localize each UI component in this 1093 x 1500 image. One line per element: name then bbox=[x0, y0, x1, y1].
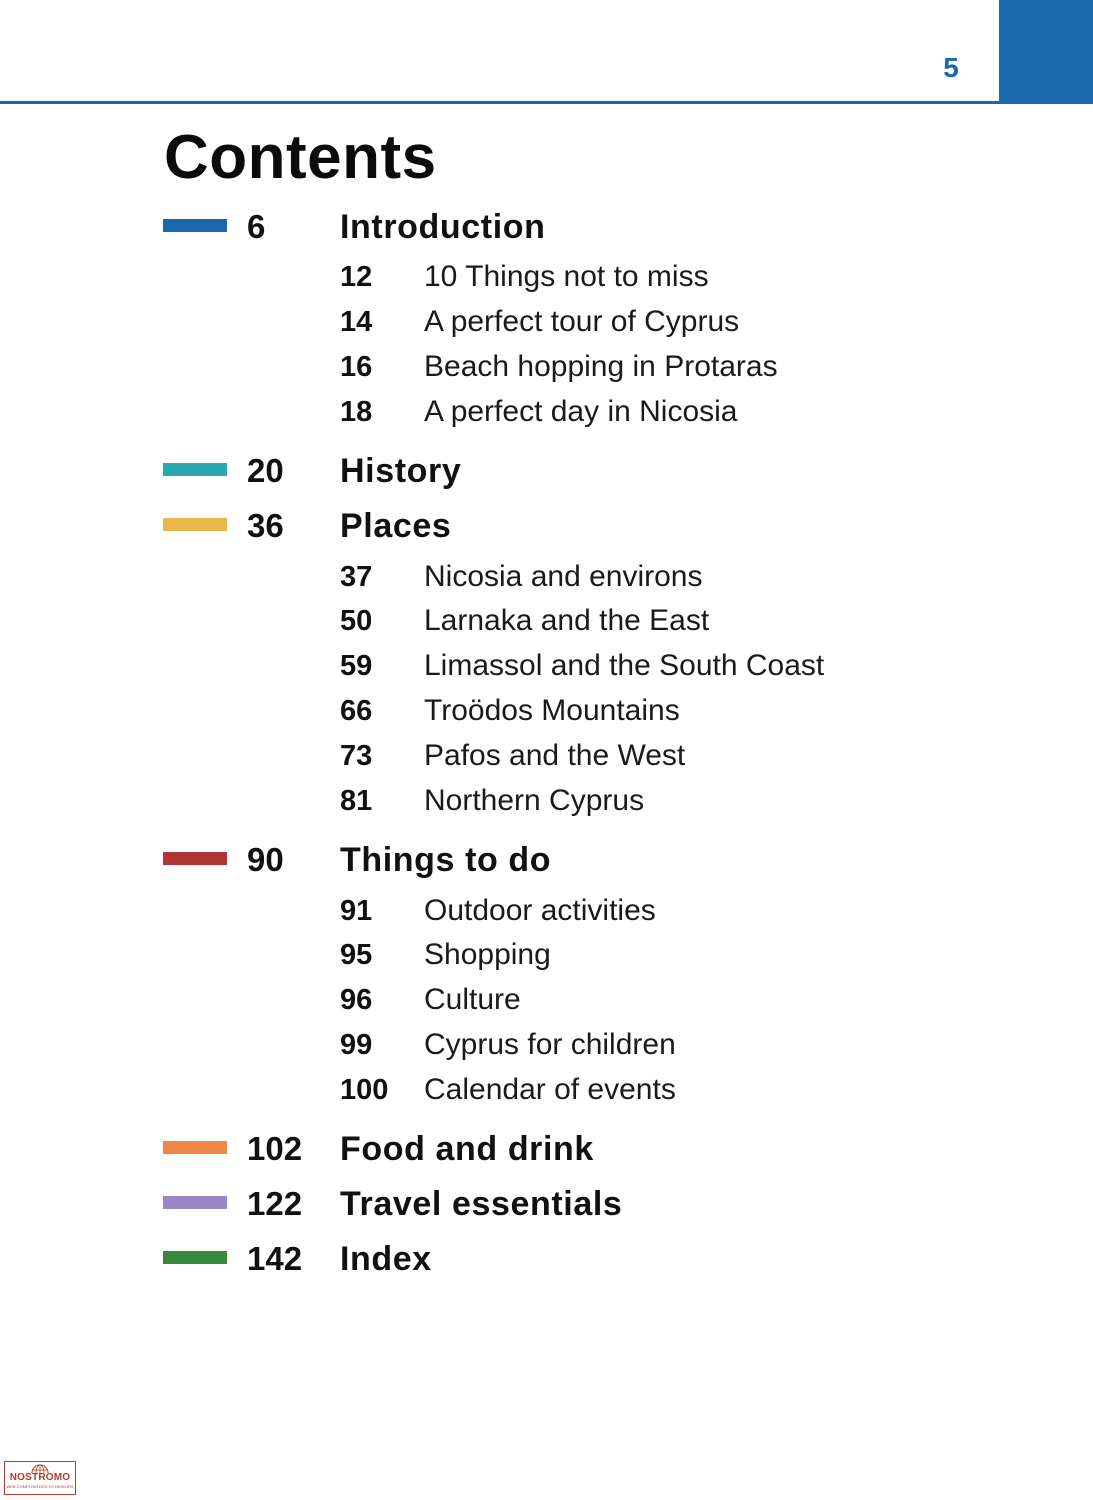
entry-title: Culture bbox=[424, 983, 521, 1016]
section-color-bar bbox=[163, 1196, 227, 1209]
header-color-tab bbox=[999, 0, 1093, 104]
entry-page-number: 18 bbox=[340, 396, 373, 428]
entry-title: Troödos Mountains bbox=[424, 694, 680, 727]
entry-page-number: 50 bbox=[340, 605, 373, 637]
entry-title: Limassol and the South Coast bbox=[424, 649, 825, 682]
entry-title: Nicosia and environs bbox=[424, 560, 703, 593]
entry-page-number: 91 bbox=[340, 895, 373, 927]
section-title: Introduction bbox=[340, 208, 546, 246]
section-page-number: 36 bbox=[247, 507, 284, 544]
entry-page-number: 37 bbox=[340, 561, 373, 593]
entry-page-number: 14 bbox=[340, 306, 373, 338]
section-page-number: 142 bbox=[247, 1240, 303, 1277]
toc-entry[interactable] bbox=[0, 692, 1093, 730]
entry-page-number: 66 bbox=[340, 695, 373, 727]
entry-title: 10 Things not to miss bbox=[424, 260, 709, 293]
toc-entry[interactable] bbox=[0, 782, 1093, 820]
section-page-number: 90 bbox=[247, 841, 284, 878]
globe-icon bbox=[31, 1463, 49, 1474]
section-color-bar bbox=[163, 1251, 227, 1264]
entry-title: Pafos and the West bbox=[424, 739, 686, 772]
entry-page-number: 73 bbox=[340, 740, 373, 772]
entry-title: Northern Cyprus bbox=[424, 784, 645, 817]
toc-section[interactable] bbox=[0, 840, 1093, 880]
toc-entry[interactable] bbox=[0, 602, 1093, 640]
toc-section[interactable] bbox=[0, 207, 1093, 247]
toc-entry[interactable] bbox=[0, 647, 1093, 685]
toc-section[interactable] bbox=[0, 1129, 1093, 1169]
entry-page-number: 12 bbox=[340, 261, 373, 293]
toc-entry[interactable] bbox=[0, 936, 1093, 974]
watermark-logo bbox=[4, 1461, 76, 1495]
section-color-bar bbox=[163, 1141, 227, 1154]
entry-title: A perfect day in Nicosia bbox=[424, 395, 738, 428]
toc-section[interactable] bbox=[0, 506, 1093, 546]
watermark-name: NOSTROMO bbox=[9, 1472, 71, 1483]
section-title: Things to do bbox=[340, 841, 552, 879]
entry-page-number: 100 bbox=[340, 1074, 389, 1106]
section-title: Places bbox=[340, 507, 452, 545]
toc-entry[interactable] bbox=[0, 303, 1093, 341]
toc-entry[interactable] bbox=[0, 981, 1093, 1019]
entry-title: Larnaka and the East bbox=[424, 604, 710, 637]
header-rule bbox=[0, 101, 1000, 104]
toc-entry[interactable] bbox=[0, 1026, 1093, 1064]
entry-page-number: 81 bbox=[340, 785, 373, 817]
section-color-bar bbox=[163, 463, 227, 476]
entry-page-number: 95 bbox=[340, 939, 373, 971]
toc-section[interactable] bbox=[0, 1239, 1093, 1279]
toc-entry[interactable] bbox=[0, 348, 1093, 386]
section-color-bar bbox=[163, 852, 227, 865]
page-title: Contents bbox=[164, 123, 437, 192]
toc-section[interactable] bbox=[0, 1184, 1093, 1224]
toc-entry[interactable] bbox=[0, 393, 1093, 431]
entry-title: Beach hopping in Protaras bbox=[424, 350, 778, 383]
entry-page-number: 96 bbox=[340, 984, 373, 1016]
section-title: Index bbox=[340, 1240, 432, 1278]
toc-entry[interactable] bbox=[0, 258, 1093, 296]
section-page-number: 122 bbox=[247, 1185, 303, 1222]
entry-title: A perfect tour of Cyprus bbox=[424, 305, 740, 338]
entry-page-number: 99 bbox=[340, 1029, 373, 1061]
entry-page-number: 16 bbox=[340, 351, 373, 383]
toc-entry[interactable] bbox=[0, 1071, 1093, 1109]
entry-title: Cyprus for children bbox=[424, 1028, 676, 1061]
entry-page-number: 59 bbox=[340, 650, 373, 682]
entry-title: Outdoor activities bbox=[424, 894, 656, 927]
section-title: Travel essentials bbox=[340, 1185, 623, 1223]
entry-title: Calendar of events bbox=[424, 1073, 676, 1106]
toc-entry[interactable] bbox=[0, 558, 1093, 596]
toc-entry[interactable] bbox=[0, 892, 1093, 930]
page-number: 5 bbox=[943, 52, 959, 83]
section-page-number: 6 bbox=[247, 208, 266, 245]
section-page-number: 20 bbox=[247, 452, 284, 489]
section-color-bar bbox=[163, 219, 227, 232]
entry-title: Shopping bbox=[424, 938, 551, 971]
section-title: History bbox=[340, 452, 462, 490]
watermark-tagline: WEB COMPTOIR DES VOYAGEURS bbox=[6, 1484, 74, 1489]
toc-section[interactable] bbox=[0, 451, 1093, 491]
section-page-number: 102 bbox=[247, 1130, 303, 1167]
section-title: Food and drink bbox=[340, 1130, 594, 1168]
section-color-bar bbox=[163, 518, 227, 531]
toc-entry[interactable] bbox=[0, 737, 1093, 775]
